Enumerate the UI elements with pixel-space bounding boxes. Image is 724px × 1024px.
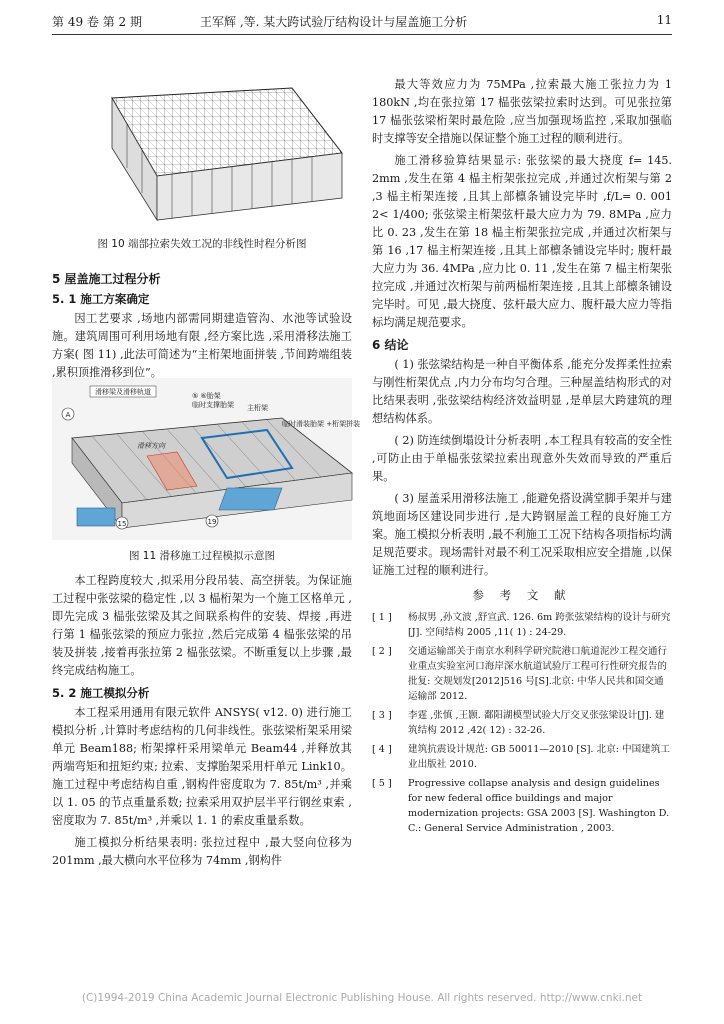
section-5-1-heading: 5. 1 施工方案确定 [52, 292, 150, 306]
conclusion-1: ( 1) 张弦梁结构是一种自平衡体系 ,能充分发挥柔性拉索与刚性桁架优点 ,内力分布均匀合理。三种屋盖结构形式的对比结果表明 ,张弦梁结构经济效益明显 ,是单层大跨建筑的理想结构体系。 [372, 358, 672, 425]
paragraph: 最大等效应力为 75MPa ,拉索最大施工张拉力为 1 180kN ,均在张拉第 17 榀张弦梁拉索时达到。可见张拉第 17 榀张弦梁桁架时最危险 ,应当加强现场监控 ,采取加强临时支撑等安全措施以保证整个施工过程的顺利进行。 [372, 78, 672, 145]
figure-11-caption: 图 11 滑移施工过程模拟示意图 [128, 550, 276, 562]
paragraph: 因工艺要求 ,场地内部需同期建造管沟、水池等试验设施。建筑周围可利用场地有限 ,经方案比选 ,采用滑移法施工方案( 图 11) ,此法可简述为“主桁架地面拼装 ,节间跨端组装 ,累积顶推滑移到位”。 [52, 312, 352, 379]
figure-10-graphic [52, 68, 352, 228]
section-6-heading: 6 结论 [372, 338, 409, 352]
reference-item: [ 3 ] 李霆 ,张慎 ,王颢. 鄱阳湖模型试验大厅交叉张弦梁设计[J]. 建筑结构 2012 ,42( 12) : 32-26. [372, 710, 665, 736]
page-number: 11 [656, 13, 672, 27]
figure-10 [52, 68, 352, 251]
paragraph: 施工滑移验算结果显示: 张弦梁的最大挠度 f= 145. 2mm ,发生在第 4 榀主桁架张拉完成 ,并通过次桁架与第 2 ,3 榀主桁架连接 ,且其上部檩条铺设完毕时 ,f/L= 0. 001 2< 1/400; 张弦梁主桁架弦杆最大应力为 79. 8MPa ,应力比 0. 23 ,发生在第 18 榀主桁架张拉完成 ,并通过次桁架与第 16 ,17 榀主桁架连接 ,且其上部檩条铺设完毕时; 腹杆最大应力为 36. 4MPa ,应力比 0. 11 ,发生在第 7 榀主桁架张拉完成 ,并通过次桁架与前两榀桁架连接 ,且其上部檩条铺设完毕时。可见 ,最大挠度、弦杆最大应力、腹杆最大应力等指标均满足规范要求。 [372, 154, 672, 329]
section-5-2-heading: 5. 2 施工模拟分析 [52, 686, 150, 700]
paragraph: 本工程跨度较大 ,拟采用分段吊装、高空拼装。为保证施工过程中张弦梁的稳定性 ,以 3 榀桁架为一个施工区格单元 ,即先完成 3 榀张弦梁及其之间联系构件的安装、焊接 ,再进行第 1 榀张弦梁的预应力张拉 ,然后完成第 4 榀张弦梁的吊装及拼装 ,接着再张拉第 2 榀张弦梁。不断重复以上步骤 ,最终完成结构施工。 [52, 574, 352, 677]
figure-11-graphic [52, 378, 361, 540]
label-temp-support: ⑤ ⑥胎架 [192, 392, 221, 400]
copyright-footer: (C)1994-2019 China Academic Journal Electronic Publishing House. All rights reserved. http://www.cnki.net [81, 992, 643, 1004]
running-header [52, 6, 672, 35]
label-frame: 临时滑装胎架 +桁架拼装 [282, 420, 361, 428]
label-slide-direction: 滑移方向 [137, 442, 165, 450]
reference-item: [ 2 ] 交通运输部关于南京水利科学研究院港口航道泥沙工程交通行业重点实验室河口海岸深水航道试验厅工程可行性研究报告的批复: 交规划发[2012]516 号[S].北京: 中华人民共和国交通运输部 2012. [372, 646, 668, 702]
running-title: 王军辉 ,等. 某大跨试验厅结构设计与屋盖施工分析 [200, 15, 468, 29]
journal-volume: 第 49 卷 第 2 期 [52, 15, 142, 29]
label-axis-a: A [65, 411, 71, 419]
paragraph: 施工模拟分析结果表明: 张拉过程中 ,最大竖向位移为 201mm ,最大横向水平位移为 74mm ,钢构件 [52, 836, 352, 867]
reference-item: [ 5 ] Progressive collapse analysis and design guidelines for new federal office buildings and major modernization projects: GSA 2003 [S]. Washington D. C.: General Service Administration , 2003. [372, 778, 670, 834]
paragraph: 本工程采用通用有限元软件 ANSYS( v12. 0) 进行施工模拟分析 ,计算时考虑结构的几何非线性。张弦梁桁架采用梁单元 Beam188; 桁架撑杆采用梁单元 Beam44 ,并释放其两端弯矩和扭矩约束; 拉索、支撑胎架采用杆单元 Link10。施工过程中考虑结构自重 ,钢构件密度取为 7. 85t/m³ ,并乘以 1. 05 的节点重量系数; 拉索采用双护层半平行钢丝束索 ,密度取为 7. 85t/m³ ,并乘以 1. 1 的索皮重量系数。 [52, 706, 352, 827]
label-track: 滑移梁及滑移轨道 [95, 388, 151, 396]
left-column-upper [52, 266, 352, 386]
figure-11 [52, 378, 361, 563]
label-axis-19: 19 [207, 518, 217, 526]
reference-item: [ 4 ] 建筑抗震设计规范: GB 50011—2010 [S]. 北京: 中国建筑工业出版社 2010. [372, 744, 670, 770]
conclusion-3: ( 3) 屋盖采用滑移法施工 ,能避免搭设满堂脚手架并与建筑地面场区建设同步进行 ,是大跨钢屋盖工程的良好施工方案。施工模拟分析表明 ,最不利施工工况下结构各项指标均满足规范要求。现场需针对最不利工况采取相应安全措施 ,以保证施工过程的顺利进行。 [372, 492, 672, 577]
references-heading: 参 考 文 献 [472, 588, 572, 602]
label-temp: 临时支撑胎架 [192, 401, 234, 409]
section-5-heading: 5 屋盖施工过程分析 [52, 272, 161, 286]
label-axis-15: 15 [117, 520, 127, 528]
figure-10-caption: 图 10 端部拉索失效工况的非线性时程分析图 [97, 238, 307, 250]
label-main-truss: 主桁架 [247, 404, 268, 412]
left-column-lower [52, 572, 352, 874]
conclusion-2: ( 2) 防连续倒塌设计分析表明 ,本工程具有较高的安全性 ,可防止由于单榀张弦梁拉索出现意外失效而导致的严重后果。 [372, 434, 672, 483]
right-column [372, 76, 672, 840]
references [372, 586, 672, 836]
reference-item: [ 1 ] 杨叔男 ,孙文波 ,舒宣武. 126. 6m 跨张弦梁结构的设计与研究[J]. 空间结构 2005 ,11( 1) : 24-29. [372, 612, 671, 638]
